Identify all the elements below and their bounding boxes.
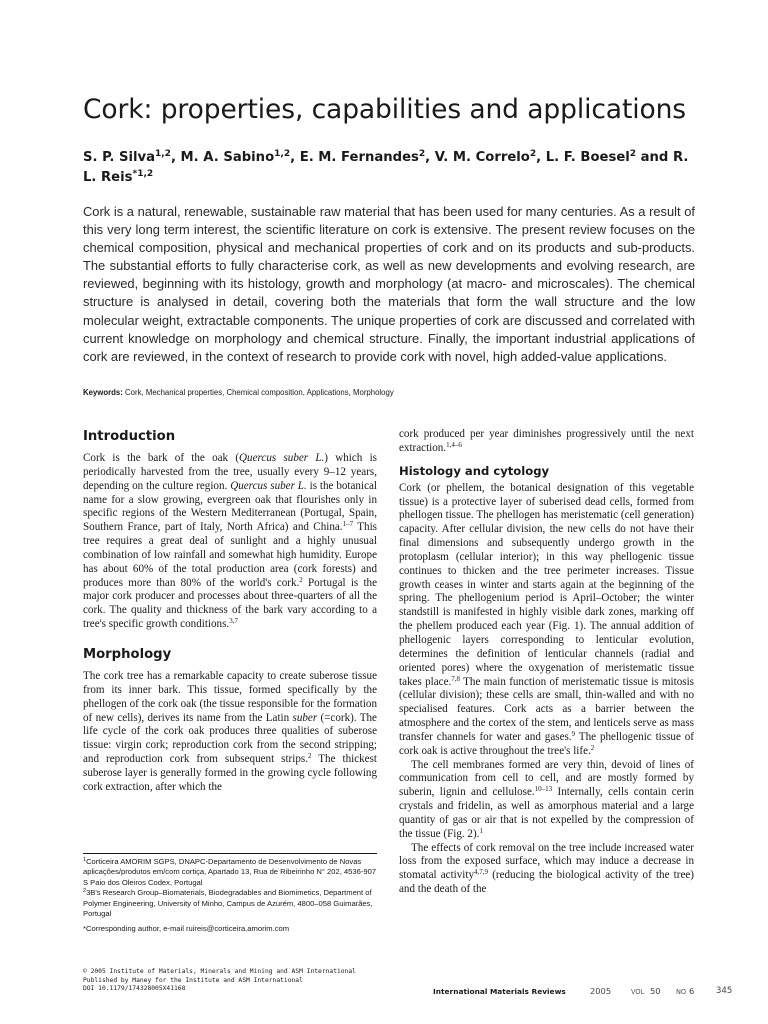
page-number: 345 [716, 986, 733, 996]
species-name: suber [292, 711, 318, 724]
affiliation-1 [83, 857, 377, 888]
citation-ref: 1 [479, 826, 483, 835]
citation-ref: 1,4–6 [446, 440, 462, 449]
text-run: cork produced per year diminishes progressively until the next extraction. [399, 428, 694, 454]
citation-ref: 2 [299, 575, 303, 584]
text-run: Portugal is the major cork producer and processes about three-quarters of all the cork. The quality and thickness of the bark vary according to a tree's specific growth conditions. [83, 576, 377, 631]
author-affiliation-marker: 2 [529, 149, 537, 159]
citation-ref: 10–13 [534, 785, 553, 794]
text-run: The phellogenic tissue of cork oak is active throughout the tree's life. [399, 730, 695, 757]
author-name: E. M. Fernandes [299, 150, 419, 165]
article-title: Cork: properties, capabilities and applications [83, 94, 687, 125]
keywords-list: Cork, Mechanical properties, Chemical composition, Applications, Morphology [125, 388, 394, 397]
author-affiliation-marker: 1,2 [154, 149, 171, 159]
author-name: V. M. Correlo [434, 150, 530, 165]
author-affiliation-marker: *1,2 [132, 169, 154, 179]
left-column [83, 428, 377, 795]
text-run: Cork is the bark of the oak ( [83, 452, 240, 464]
author-name: L. F. Boesel [545, 150, 630, 165]
text-run: The main function of meristematic tissue is mitosis (cellular division); these cells are small, thin-walled and with no specialised features. Cork acts as a barrier between the atmosphere and the cortex of the stem, and lenticels serve as mass transfer channels for water and gases. [399, 675, 694, 743]
paragraph-cell-membranes [399, 759, 694, 842]
footer-vol-label: VOL [631, 988, 645, 996]
doi-line: DOI 10.1179/174328005X41168 [83, 985, 186, 993]
author-separator: and [636, 150, 673, 165]
paragraph-cork-removal [399, 842, 694, 897]
text-run: The effects of cork removal on the tree include increased water loss from the exposed surface, which may induce a decrease in stomatal activity [399, 841, 694, 882]
text-run: is the botanical name for a slow growing, evergreen oak that flourishes only in specific regions of the Western Mediterranean (Portugal, Spain, Southern France, part of Italy, North Africa) and China. [83, 479, 377, 534]
text-run: Internally, cells contain cerin crystals and fridelin, as well as amorphous material and a large quantity of gas or air that is not expelled by the compression of the tissue (Fig. 2). [399, 786, 694, 840]
footer-year: 2005 [590, 986, 612, 996]
affiliation-1-marker: 1 [83, 857, 87, 863]
affiliation-2 [83, 888, 377, 919]
author-name: M. A. Sabino [180, 150, 275, 165]
footer-no: 6 [689, 986, 695, 996]
citation-ref: 2 [307, 752, 312, 761]
paragraph-histology [399, 482, 694, 759]
right-column [399, 428, 694, 897]
author-affiliation-marker: 2 [418, 149, 426, 159]
text-run: (reducing the biological activity of the tree) and the death of the [399, 869, 694, 896]
page-footer [433, 986, 736, 998]
author-separator: , [170, 150, 181, 165]
species-name: Quercus suber L. [230, 479, 307, 492]
author-list [83, 148, 703, 188]
citation-ref: 3,7 [229, 617, 238, 626]
author-separator: , [290, 150, 300, 165]
author-affiliation-marker: 1,2 [274, 149, 291, 159]
publisher-line: Published by Maney for the Institute and ASM International [83, 976, 303, 984]
paragraph-introduction [83, 452, 377, 632]
footnote-rule [83, 853, 377, 854]
copyright-line: © 2005 Institute of Materials, Minerals and Mining and ASM International [83, 968, 356, 975]
footnotes [83, 857, 377, 935]
keywords [83, 388, 695, 397]
copyright-block [83, 968, 403, 994]
journal-name: International Materials Reviews [433, 987, 566, 996]
author-name: R. L. Reis [83, 150, 689, 185]
citation-ref: 4,7,9 [474, 868, 489, 877]
text-run: (=cork). The life cycle of the cork oak produces three qualities of suberose tissue: virgin cork; reproduction cork from the second stripping; and reproduction cork from subsequent strips. [83, 711, 377, 766]
text-run: Cork (or phellem, the botanical designation of this vegetable tissue) is a protective layer of suberised dead cells, formed from phellogen tissue. The phellogen has meristematic (cell generation) capacity. After cellular division, the new cells do not have their final dimensions and subsequently undergo growth in the protoplasm (cellular interior); in this way phellogenic tissue continues to thicken and the tree perimeter increases. Tissue growth ceases in winter and starts again at the beginning of the spring. The phellogenium period is April–October; the winter standstill is manifested in highly visible dark zones, marking off the phellem produced each year (Fig. 1). The annual addition of phellogenic layers corresponding to lenticular evolution, determines the definition of lenticular channels (radial and oriented pores) where the oxygenation of meristematic tissue takes place. [399, 481, 694, 688]
text-run: The thickest suberose layer is generally formed in the growing cycle following cork extraction, after which the [83, 753, 377, 793]
footer-no-label: NO [676, 988, 687, 996]
abstract: Cork is a natural, renewable, sustainable raw material that has been used for many centuries. As a result of this very long term interest, the scientific literature on cork is extensive. The present review focuses on the chemical composition, physical and mechanical properties of cork and on its products and sub-products. The substantial efforts to fully characterise cork, as well as new developments and evolving research, are reviewed, beginning with its histology, growth and morphology (at macro- and microscales). The chemical structure is analysed in detail, covering both the materials that form the wall structure and the low molecular weight, extractable components. The unique properties of cork are discussed and correlated with current knowledge on morphology and chemical structure. Finally, the important industrial applications of cork are reviewed, in the context of research to provide cork with novel, high added-value applications. [83, 204, 695, 364]
heading-morphology: Morphology [83, 646, 172, 662]
author-affiliation-marker: 2 [629, 149, 637, 159]
text-run: ) which is periodically harvested from the tree, usually every 9–12 years, depending on the culture region. [83, 452, 377, 492]
affiliation-1-text: Corticeira AMORIM SGPS, DNAPC-Departamento de Desenvolvimento de Novas aplicações/produtos em/com cortiça, Apartado 13, Rua de Ribeirinho N° 202, 4536-907 S Paio dos Oleiros Codex, Portugal [83, 857, 377, 887]
paragraph-morphology [83, 670, 377, 795]
heading-histology: Histology and cytology [399, 463, 550, 478]
heading-introduction: Introduction [83, 429, 176, 444]
paragraph-continued [399, 428, 694, 456]
affiliation-2-text: 3B's Research Group–Biomaterials, Biodegradables and Biomimetics, Department of Polymer Engineering, University of Minho, Campus de Azurém, 4800–058 Guimarães, Portugal [83, 888, 373, 919]
affiliation-2-marker: 2 [83, 888, 87, 895]
text-run: The cell membranes formed are very thin, devoid of lines of communication from cell to cell, and are mostly formed by suberin, lignin and cellulose. [399, 758, 694, 799]
keywords-label: Keywords: [83, 388, 123, 397]
citation-ref: 2 [590, 743, 595, 752]
author-separator: , [536, 150, 546, 165]
corresponding-author: *Corresponding author, e-mail ruireis@corticeira.amorim.com [83, 924, 290, 934]
text-run: The cork tree has a remarkable capacity to create suberose tissue from its inner bark. This tissue, formed specifically by the phellogen of the cork oak (the tissue responsible for the formation of new cells), derives its name from the Latin [83, 669, 377, 724]
citation-ref: 7,8 [451, 674, 461, 683]
author-separator: , [425, 150, 435, 165]
citation-ref: 9 [571, 729, 576, 738]
footer-vol: 50 [650, 986, 661, 996]
citation-ref: 1–7 [342, 520, 354, 529]
author-name: S. P. Silva [83, 150, 155, 165]
species-name: Quercus suber L. [239, 452, 325, 464]
text-run: This tree requires a great deal of sunlight and a highly unusual combination of low rainfall and somewhat high humidity. Europe has about 60% of the total production area (cork forests) and produces more than 80% of the world's cork. [83, 521, 377, 589]
